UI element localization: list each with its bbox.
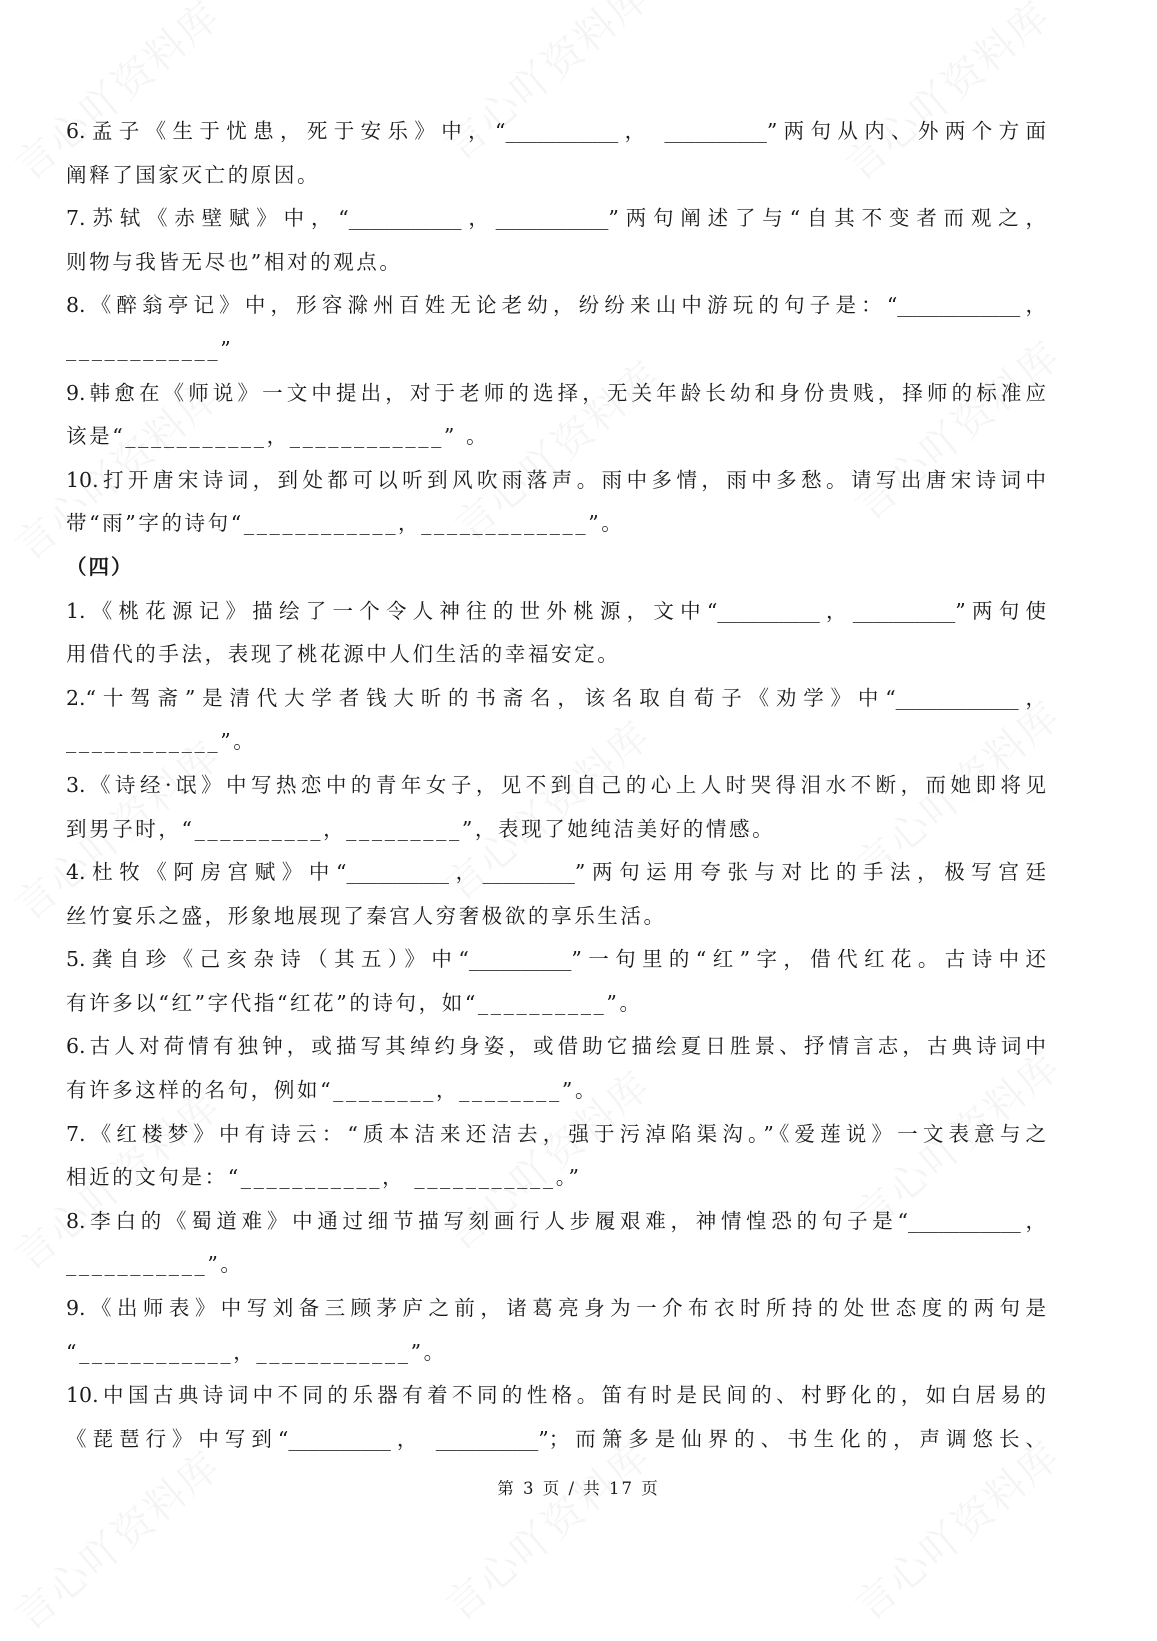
question-7: [66, 1113, 1046, 1200]
question-8: [66, 284, 1046, 371]
question-line: 阐释了国家灭亡的原因。: [66, 162, 321, 187]
page-footer: 第 3 页 / 共 17 页: [497, 1479, 660, 1498]
question-line: 8.《醉翁亭记》中，形容滁州百姓无论老幼，纷纷来山中游玩的句子是：“____________，: [66, 293, 1046, 318]
question-line: 6.古人对荷情有独钟，或描写其绰约身姿，或借助它描绘夏日胜景、抒情言志，古典诗词中: [66, 1034, 1046, 1059]
question-line: 7.苏轼《赤壁赋》中，“___________，___________”两句阐述了与“自其不变者而观之，: [66, 206, 1046, 231]
question-line: 8.李白的《蜀道难》中通过细节描写刻画行人步履艰难，神情惶恐的句子是“___________，: [66, 1208, 1046, 1233]
question-10: [66, 1374, 1046, 1461]
question-line: “____________，____________”。: [66, 1339, 447, 1364]
question-line: 到男子时，“__________，_________”，表现了她纯洁美好的情感。: [66, 816, 776, 841]
question-line: 有许多以“红”字代指“红花”的诗句，如“__________”。: [66, 990, 643, 1015]
question-9: [66, 1287, 1046, 1374]
question-line: 有许多这样的名句，例如“________，________”。: [66, 1078, 599, 1103]
question-group-previous: [66, 110, 1046, 546]
question-6: [66, 110, 1046, 197]
question-10: [66, 459, 1046, 546]
document-page: [66, 110, 1046, 1461]
question-line: ____________”。: [66, 729, 257, 754]
question-line: 10.打开唐宋诗词，到处都可以听到风吹雨落声。雨中多情，雨中多愁。请写出唐宋诗词中: [66, 467, 1046, 492]
question-line: 2.“十驾斋”是清代大学者钱大昕的书斋名，该名取自荀子《劝学》中“____________，: [66, 685, 1046, 710]
question-4: [66, 851, 1046, 938]
question-line: 《琵琶行》中写到“__________， __________”；而箫多是仙界的、书生化的，声调悠长、: [66, 1426, 1046, 1451]
question-line: 5.龚自珍《己亥杂诗（其五）》中“__________”一句里的“红”字，借代红花。古诗中还: [66, 947, 1046, 972]
question-2: [66, 677, 1046, 764]
question-line: ____________”: [66, 336, 234, 361]
question-1: [66, 590, 1046, 677]
question-line: 6.孟子《生于忧患，死于安乐》中，“___________， __________”两句从内、外两个方面: [66, 119, 1046, 143]
question-line: 3.《诗经·氓》中写热恋中的青年女子，见不到自己的心上人时哭得泪水不断，而她即将见: [66, 772, 1046, 797]
question-9: [66, 372, 1046, 459]
question-group-four: [66, 546, 1046, 1461]
question-line: ___________”。: [66, 1252, 244, 1277]
question-line: 则物与我皆无尽也”相对的观点。: [66, 249, 403, 274]
question-line: 10.中国古典诗词中不同的乐器有着不同的性格。笛有时是民间的、村野化的，如白居易的: [66, 1383, 1046, 1408]
question-line: 该是“___________，____________” 。: [66, 424, 490, 449]
question-6: [66, 1025, 1046, 1112]
question-line: 丝竹宴乐之盛，形象地展现了秦宫人穷奢极欲的享乐生活。: [66, 903, 667, 928]
question-7: [66, 197, 1046, 284]
question-5: [66, 938, 1046, 1025]
question-line: 9.《出师表》中写刘备三顾茅庐之前，诸葛亮身为一介布衣时所持的处世态度的两句是: [66, 1296, 1046, 1321]
question-3: [66, 764, 1046, 851]
question-line: 9.韩愈在《师说》一文中提出，对于老师的选择，无关年龄长幼和身份贵贱，择师的标准应: [66, 380, 1046, 405]
question-8: [66, 1200, 1046, 1287]
question-line: 带“雨”字的诗句“____________，_____________”。: [66, 511, 625, 536]
section-heading: （四）: [66, 554, 134, 579]
watermark: [1, 1436, 231, 1641]
question-line: 相近的文句是：“___________， ___________。”: [66, 1165, 582, 1190]
question-line: 7.《红楼梦》中有诗云：“质本洁来还洁去，强于污淖陷渠沟。”《爱莲说》一文表意与之: [66, 1121, 1046, 1146]
question-line: 用借代的手法，表现了桃花源中人们生活的幸福安定。: [66, 642, 621, 667]
question-line: 1.《桃花源记》描绘了一个令人神往的世外桃源，文中“__________，__________”两句使: [66, 598, 1046, 623]
question-line: 4.杜牧《阿房宫赋》中“__________，_________”两句运用夸张与对比的手法，极写宫廷: [66, 860, 1046, 885]
